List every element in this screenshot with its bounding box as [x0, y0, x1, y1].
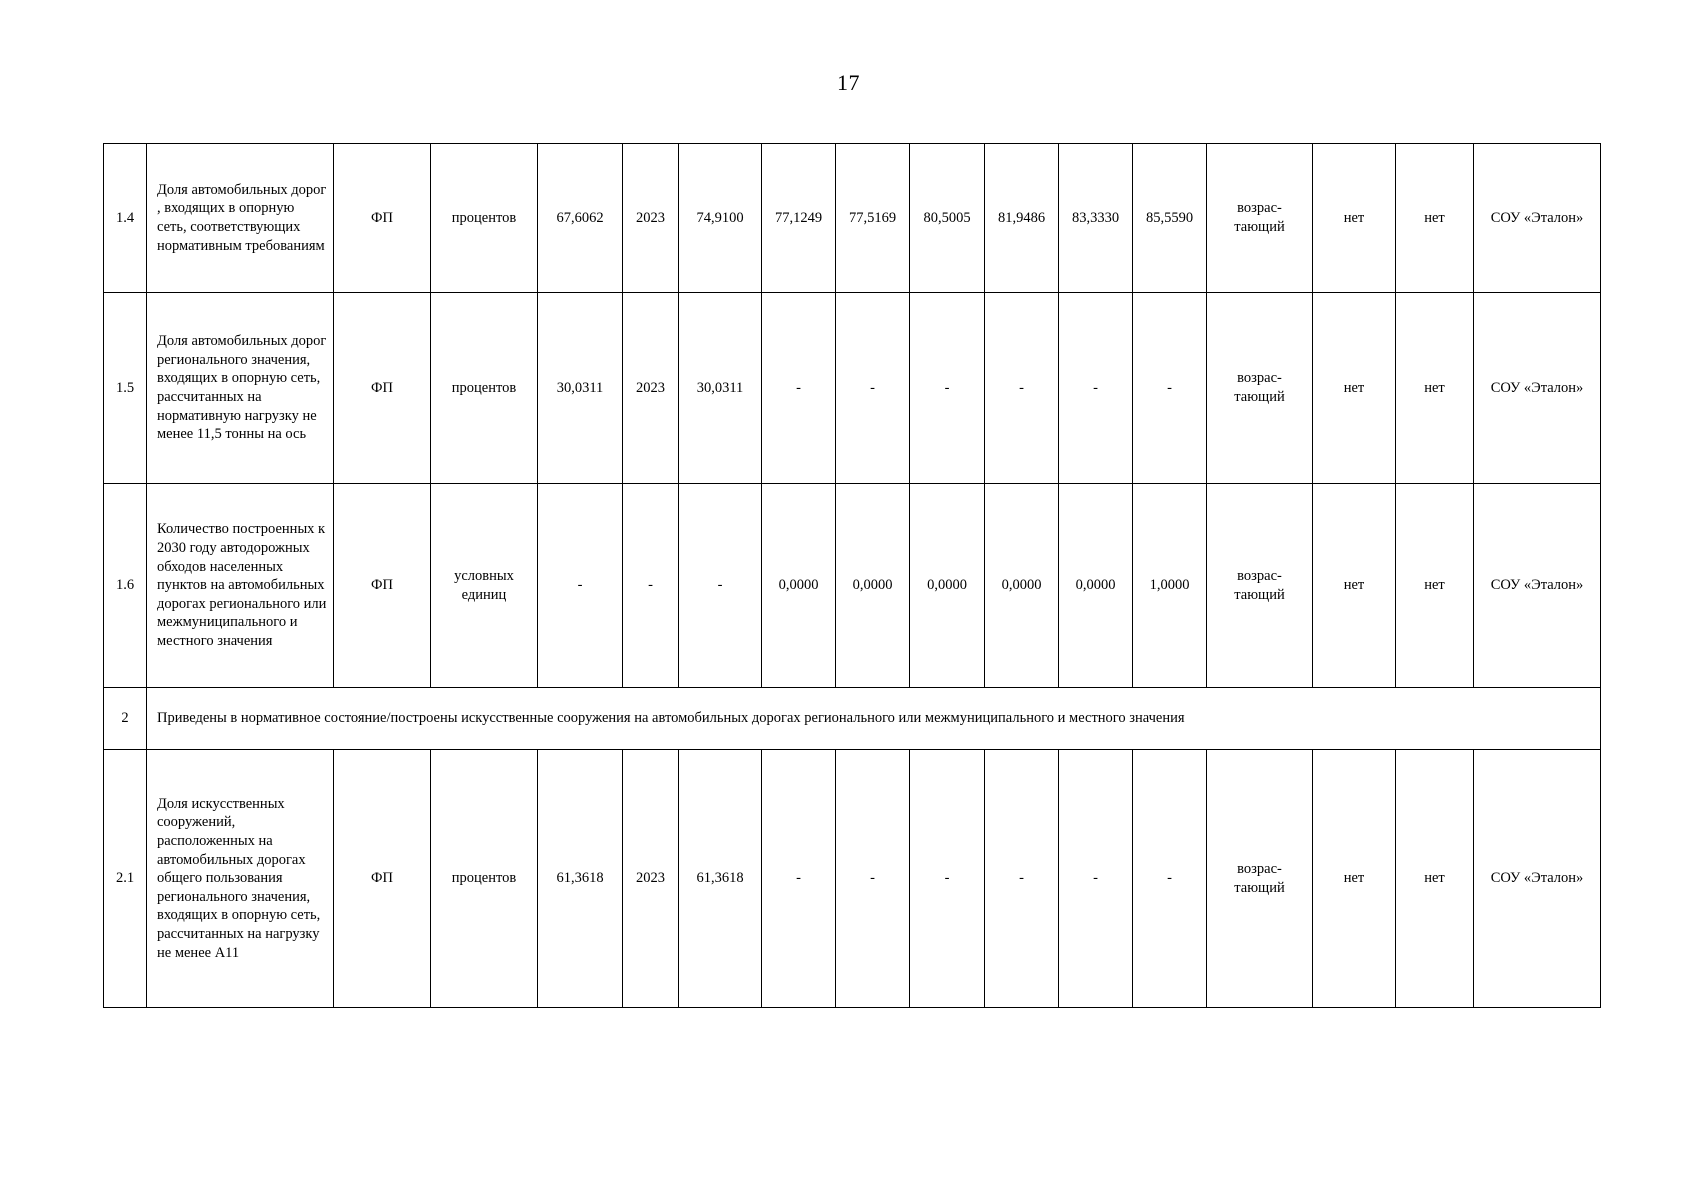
- trend: возрас- тающий: [1207, 293, 1313, 484]
- indicator-level: ФП: [334, 484, 431, 688]
- base-year: -: [623, 484, 679, 688]
- table-row: [104, 293, 1601, 484]
- row-number: 2.1: [104, 750, 147, 1008]
- year-value: 0,0000: [836, 484, 910, 688]
- flag-cell: нет: [1313, 144, 1396, 293]
- year-value: 77,5169: [836, 144, 910, 293]
- year-value: -: [1133, 750, 1207, 1008]
- year-value: 83,3330: [1059, 144, 1133, 293]
- year-value: 0,0000: [1059, 484, 1133, 688]
- year-value: -: [1133, 293, 1207, 484]
- indicator-name: Доля автомобильных дорог , входящих в опорную сеть, соответствующих нормативным требованиям: [147, 144, 334, 293]
- section-row: [104, 688, 1601, 750]
- year-value: 81,9486: [985, 144, 1059, 293]
- indicators-table: [103, 143, 1601, 1008]
- flag-cell: нет: [1313, 293, 1396, 484]
- indicator-name: Доля искусственных сооружений, расположенных на автомобильных дорогах общего пользования регионального значения, входящих в опорную сеть, рассчитанных на нагрузку не менее А11: [147, 750, 334, 1008]
- flag-cell: нет: [1313, 750, 1396, 1008]
- year-value: 1,0000: [1133, 484, 1207, 688]
- year-value: 0,0000: [762, 484, 836, 688]
- trend: возрас- тающий: [1207, 750, 1313, 1008]
- year-value: 80,5005: [910, 144, 985, 293]
- flag-cell: нет: [1396, 293, 1474, 484]
- section-title: Приведены в нормативное состояние/построены искусственные сооружения на автомобильных дорогах регионального или межмуниципального и местного значения: [147, 688, 1601, 750]
- year-value: -: [985, 293, 1059, 484]
- flag-cell: нет: [1313, 484, 1396, 688]
- row-number: 1.6: [104, 484, 147, 688]
- year-value: -: [836, 750, 910, 1008]
- unit-of-measure: процентов: [431, 293, 538, 484]
- trend: возрас- тающий: [1207, 484, 1313, 688]
- row-number: 1.5: [104, 293, 147, 484]
- indicator-level: ФП: [334, 750, 431, 1008]
- year-value: -: [836, 293, 910, 484]
- section-number: 2: [104, 688, 147, 750]
- base-value: -: [538, 484, 623, 688]
- year-value: 61,3618: [679, 750, 762, 1008]
- flag-cell: нет: [1396, 144, 1474, 293]
- base-year: 2023: [623, 750, 679, 1008]
- year-value: -: [910, 750, 985, 1008]
- page-number: 17: [837, 70, 860, 95]
- information-system: СОУ «Эталон»: [1474, 484, 1601, 688]
- table-row: [104, 750, 1601, 1008]
- base-year: 2023: [623, 144, 679, 293]
- year-value: -: [679, 484, 762, 688]
- indicator-level: ФП: [334, 144, 431, 293]
- year-value: -: [762, 750, 836, 1008]
- year-value: -: [762, 293, 836, 484]
- information-system: СОУ «Эталон»: [1474, 144, 1601, 293]
- base-year: 2023: [623, 293, 679, 484]
- base-value: 61,3618: [538, 750, 623, 1008]
- base-value: 67,6062: [538, 144, 623, 293]
- unit-of-measure: процентов: [431, 144, 538, 293]
- year-value: 0,0000: [985, 484, 1059, 688]
- base-value: 30,0311: [538, 293, 623, 484]
- unit-of-measure: условных единиц: [431, 484, 538, 688]
- indicator-level: ФП: [334, 293, 431, 484]
- year-value: 85,5590: [1133, 144, 1207, 293]
- information-system: СОУ «Эталон»: [1474, 293, 1601, 484]
- year-value: 30,0311: [679, 293, 762, 484]
- year-value: 77,1249: [762, 144, 836, 293]
- year-value: 0,0000: [910, 484, 985, 688]
- year-value: -: [1059, 750, 1133, 1008]
- indicator-name: Количество построенных к 2030 году автодорожных обходов населенных пунктов на автомобильных дорогах регионального или межмуниципального и местного значения: [147, 484, 334, 688]
- trend: возрас- тающий: [1207, 144, 1313, 293]
- year-value: 74,9100: [679, 144, 762, 293]
- information-system: СОУ «Эталон»: [1474, 750, 1601, 1008]
- indicator-name: Доля автомобильных дорог регионального значения, входящих в опорную сеть, рассчитанных на нормативную нагрузку не менее 11,5 тонны на ось: [147, 293, 334, 484]
- table-row: [104, 144, 1601, 293]
- table-row: [104, 484, 1601, 688]
- year-value: -: [1059, 293, 1133, 484]
- unit-of-measure: процентов: [431, 750, 538, 1008]
- year-value: -: [985, 750, 1059, 1008]
- flag-cell: нет: [1396, 750, 1474, 1008]
- flag-cell: нет: [1396, 484, 1474, 688]
- row-number: 1.4: [104, 144, 147, 293]
- year-value: -: [910, 293, 985, 484]
